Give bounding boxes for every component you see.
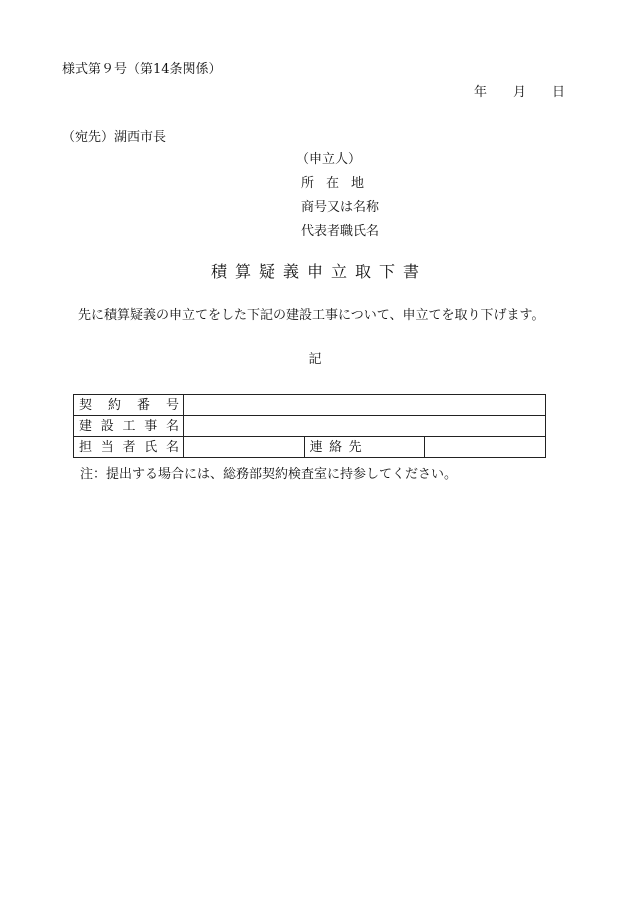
contract-number-label: 契 約 番 号 bbox=[79, 397, 179, 413]
body-text: 先に積算疑義の申立てをした下記の建設工事について、申立てを取り下げます。 bbox=[78, 308, 545, 323]
contract-number-label-cell bbox=[74, 395, 184, 416]
contact-value[interactable] bbox=[425, 437, 546, 458]
contact-label: 連 絡 先 bbox=[309, 439, 362, 455]
person-in-charge-label-cell bbox=[74, 437, 184, 458]
construction-name-label-cell bbox=[74, 416, 184, 437]
form-number: 様式第９号（第14条関係） bbox=[62, 62, 222, 77]
table-row-contract-number bbox=[74, 395, 546, 416]
date-month: 月 bbox=[513, 85, 527, 100]
table-row-person-in-charge bbox=[74, 437, 546, 458]
note-text: 注：提出する場合には、総務部契約検査室に持参してください。 bbox=[80, 467, 458, 482]
date-year: 年 bbox=[474, 85, 488, 100]
ki-mark: 記 bbox=[308, 352, 322, 367]
contract-number-value[interactable] bbox=[184, 395, 546, 416]
document-title: 積算疑義申立取下書 bbox=[210, 262, 427, 281]
construction-name-value[interactable] bbox=[184, 416, 546, 437]
person-in-charge-label: 担 当 者 氏 名 bbox=[79, 439, 179, 455]
addressee: （宛先）湖西市長 bbox=[62, 130, 167, 145]
applicant-address-label: 所在地 bbox=[301, 176, 377, 191]
applicant-block bbox=[296, 153, 379, 249]
date-line bbox=[474, 86, 565, 99]
table-row-construction-name bbox=[74, 416, 546, 437]
applicant-heading: （申立人） bbox=[296, 152, 362, 167]
applicant-representative-label: 代表者職氏名 bbox=[301, 224, 380, 239]
contact-label-cell bbox=[304, 437, 425, 458]
applicant-name-label: 商号又は名称 bbox=[301, 200, 380, 215]
person-in-charge-value[interactable] bbox=[184, 437, 305, 458]
date-day: 日 bbox=[552, 85, 566, 100]
info-table bbox=[73, 394, 546, 458]
construction-name-label: 建 設 工 事 名 bbox=[79, 418, 179, 434]
